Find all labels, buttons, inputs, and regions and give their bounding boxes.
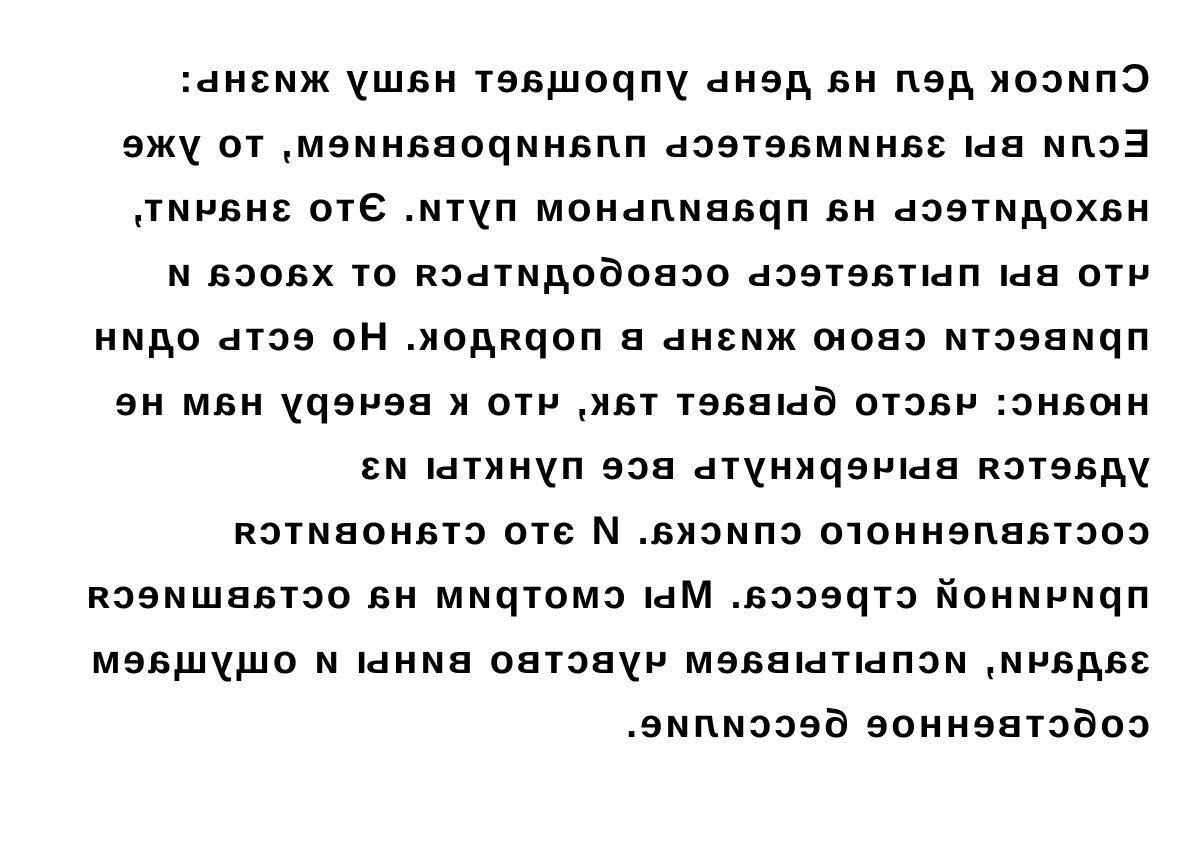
mirrored-text-block (45, 47, 1150, 757)
text-line: задачи, испытываем чувство вины и ощущаем (88, 637, 1150, 682)
text-line: находитесь на правильном пути. Это значит, (129, 186, 1150, 230)
text-line: собственное бессилие. (623, 702, 1150, 746)
text-line: причиной стресса. Мы смотрим на оставшиеся (83, 573, 1150, 617)
text-line: нюанс: часто бывает так, что к вечеру нам не (112, 379, 1150, 424)
text-line: Список дел на день упрощает нашу жизнь: (176, 57, 1150, 101)
text-line: Если вы занимаетесь планированием, то уже (119, 121, 1150, 166)
text-line: что вы пытаетесь освободиться от хаоса и (163, 250, 1150, 295)
text-line: привести свою жизнь в порядок. Но есть один (90, 315, 1150, 359)
text-line: составленного списка. И это становится (229, 508, 1150, 553)
text-line: удается вычеркнуть все пункты из (357, 444, 1150, 488)
